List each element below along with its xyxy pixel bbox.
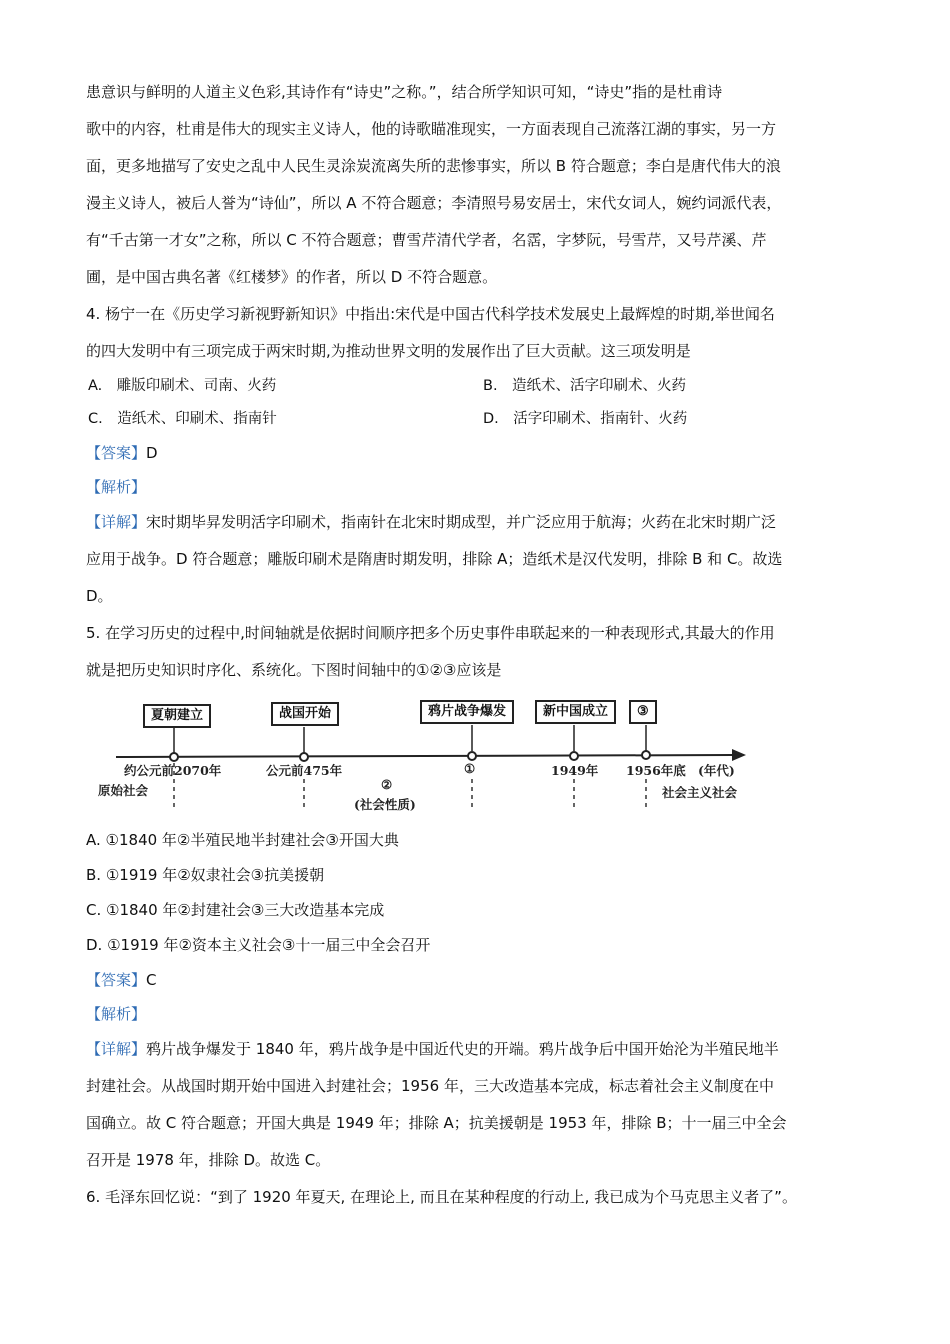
- timeline-node: [170, 753, 178, 761]
- society-caption: (社会性质): [354, 797, 416, 812]
- detail-text: 鸦片战争爆发于 1840 年，鸦片战争是中国近代史的开端。鸦片战争后中国开始沦为半殖民地半: [146, 1040, 779, 1058]
- analysis-tag: 【解析】: [86, 1005, 147, 1023]
- detail-line: [86, 1031, 876, 1068]
- society-marker-blank: ②: [381, 777, 393, 792]
- detail-tag: 【详解】: [86, 513, 147, 531]
- option-c: C. ①1840 年②封建社会③三大改造基本完成: [86, 901, 385, 919]
- text-line: 有“千古第一才女”之称，所以 C 不符合题意；曹雪芹清代学者，名霑，字梦阮，号雪芹，又号芹溪、芹: [86, 231, 767, 249]
- text-line: 漫主义诗人，被后人誉为“诗仙”，所以 A 不符合题意；李清照号易安居士，宋代女词人，婉约词派代表，: [86, 194, 782, 212]
- date-label-blank: ①: [464, 761, 476, 776]
- date-label: 公元前475年: [266, 763, 343, 778]
- answer-line: [86, 963, 876, 997]
- timeline-arrow-head: [732, 749, 746, 761]
- question-stem-line: 5. 在学习历史的过程中,时间轴就是依据时间顺序把多个历史事件串联起来的一种表现形式,其最大的作用: [86, 624, 775, 642]
- event-box: 夏朝建立: [143, 704, 211, 728]
- options-grid: [86, 370, 876, 436]
- question-6: [86, 1179, 876, 1216]
- timeline-figure: [86, 695, 758, 817]
- document-page: [86, 74, 876, 1216]
- timeline-node: [570, 752, 578, 760]
- timeline-node: [642, 751, 650, 759]
- event-box: 战国开始: [271, 702, 339, 726]
- timeline-node: [300, 753, 308, 761]
- society-label-left: 原始社会: [98, 783, 149, 798]
- detail-line: 召开是 1978 年，排除 D。故选 C。: [86, 1151, 331, 1169]
- analysis-tag: 【解析】: [86, 478, 147, 496]
- detail-line: D。: [86, 587, 113, 605]
- question-stem-line: 4. 杨宁一在《历史学习新视野新知识》中指出:宋代是中国古代科学技术发展史上最辉煌的时期,举世闻名: [86, 305, 775, 323]
- event-box-blank: ③: [629, 700, 657, 724]
- date-label: 约公元前2070年: [124, 763, 222, 778]
- answer-value: C: [146, 971, 157, 989]
- question-4: [86, 296, 876, 615]
- analysis-line: [86, 470, 876, 504]
- detail-tag: 【详解】: [86, 1040, 147, 1058]
- timeline-node: [468, 752, 476, 760]
- text-line: 圃，是中国古典名著《红楼梦》的作者，所以 D 不符合题意。: [86, 268, 498, 286]
- text-line: 歌中的内容，杜甫是伟大的现实主义诗人，他的诗歌瞄准现实，一方面表现自己流落江湖的事实，另一方: [86, 120, 777, 138]
- answer-tag: 【答案】: [86, 444, 147, 462]
- answer-line: [86, 436, 876, 470]
- question-stem-line: 6. 毛泽东回忆说：“到了 1920 年夏天, 在理论上, 而且在某种程度的行动上, 我已成为个马克思主义者了”。: [86, 1188, 797, 1206]
- question-stem-line: 就是把历史知识时序化、系统化。下图时间轴中的①②③应该是: [86, 661, 502, 679]
- answer-tag: 【答案】: [86, 971, 147, 989]
- detail-line: 封建社会。从战国时期开始中国进入封建社会；1956 年，三大改造基本完成，标志着社会主义制度在中: [86, 1077, 774, 1095]
- analysis-line: [86, 997, 876, 1031]
- event-box: 鸦片战争爆发: [420, 700, 514, 724]
- timeline-axis-line: [116, 755, 732, 757]
- answer-value: D: [146, 444, 158, 462]
- option-b: B. 造纸术、活字印刷术、火药: [483, 378, 687, 394]
- q3-explanation-continued: [86, 74, 876, 296]
- question-5: [86, 615, 876, 1179]
- option-b: B. ①1919 年②奴隶社会③抗美援朝: [86, 866, 325, 884]
- question-stem-line: 的四大发明中有三项完成于两宋时期,为推动世界文明的发展作出了巨大贡献。这三项发明是: [86, 342, 691, 360]
- date-label: 1956年底: [626, 763, 686, 778]
- option-d: D. 活字印刷术、指南针、火药: [483, 411, 688, 427]
- detail-line: 应用于战争。D 符合题意；雕版印刷术是隋唐时期发明，排除 A；造纸术是汉代发明，排除 B 和 C。故选: [86, 550, 783, 568]
- date-label: 1949年: [551, 763, 599, 778]
- option-d: D. ①1919 年②资本主义社会③十一届三中全会召开: [86, 936, 431, 954]
- text-line: 面，更多地描写了安史之乱中人民生灵涂炭流离失所的悲惨事实，所以 B 符合题意；李白是唐代伟大的浪: [86, 157, 781, 175]
- society-label-right: 社会主义社会: [662, 785, 738, 800]
- detail-line: 国确立。故 C 符合题意；开国大典是 1949 年；排除 A；抗美援朝是 1953 年，排除 B；十一届三中全会: [86, 1114, 787, 1132]
- event-box: 新中国成立: [535, 700, 616, 724]
- axis-unit-label: (年代): [698, 763, 735, 778]
- detail-line: [86, 504, 876, 541]
- option-c: C. 造纸术、印刷术、指南针: [88, 411, 277, 427]
- option-a: A. 雕版印刷术、司南、火药: [88, 378, 277, 394]
- text-line: 患意识与鲜明的人道主义色彩,其诗作有“诗史”之称。”，结合所学知识可知，“诗史”指的是杜甫诗: [86, 83, 723, 101]
- detail-text: 宋时期毕昇发明活字印刷术，指南针在北宋时期成型，并广泛应用于航海；火药在北宋时期广泛: [146, 513, 777, 531]
- option-a: A. ①1840 年②半殖民地半封建社会③开国大典: [86, 831, 399, 849]
